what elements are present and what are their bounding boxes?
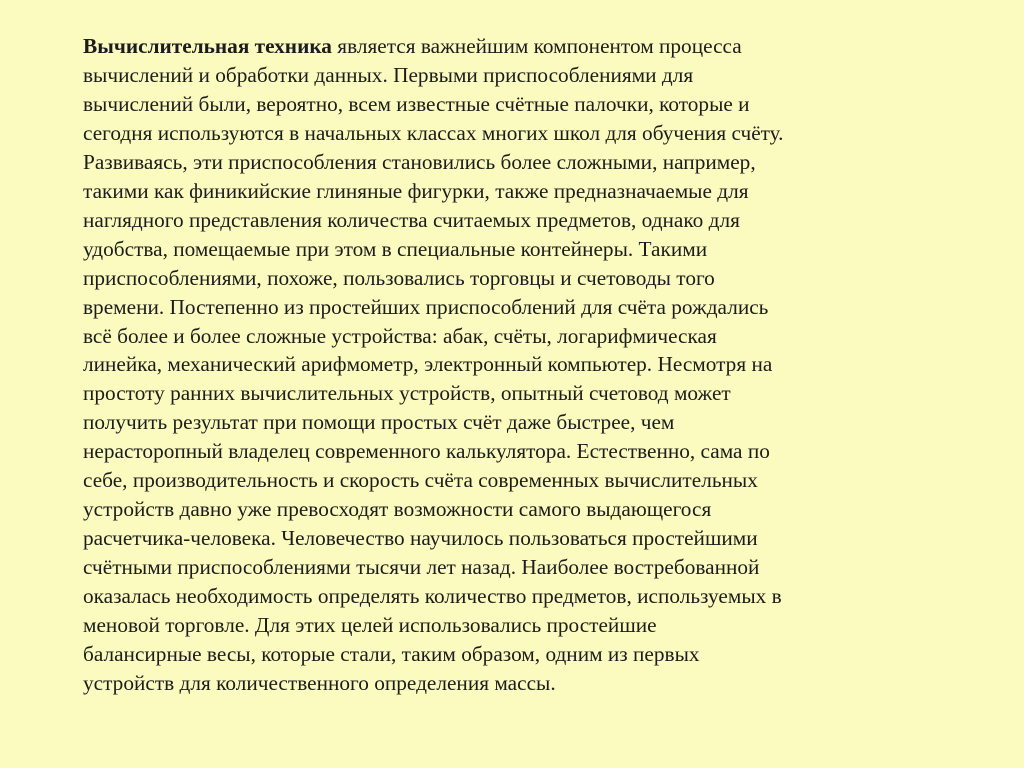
- text-line: счётными приспособлениями тысячи лет назад. Наиболее востребованной: [83, 555, 760, 580]
- text-line: устройств давно уже превосходят возможности самого выдающегося: [83, 497, 712, 522]
- text-line: наглядного представления количества считаемых предметов, однако для: [83, 207, 740, 232]
- text-line: себе, производительность и скорость счёта современных вычислительных: [83, 468, 758, 493]
- text-line: меновой торговле. Для этих целей использовались простейшие: [83, 613, 657, 638]
- text-line: оказалась необходимость определять количество предметов, используемых в: [83, 584, 782, 609]
- text-line: получить результат при помощи простых счёт даже быстрее, чем: [83, 410, 675, 435]
- body-paragraph: [83, 32, 983, 698]
- bold-term: Вычислительная техника: [83, 34, 332, 58]
- text-line: линейка, механический арифмометр, электронный компьютер. Несмотря на: [83, 352, 773, 377]
- text-line: устройств для количественного определения массы.: [83, 670, 556, 695]
- text-line: [83, 32, 983, 61]
- text-line: приспособлениями, похоже, пользовались торговцы и счетоводы того: [83, 265, 715, 290]
- text-line: простоту ранних вычислительных устройств, опытный счетовод может: [83, 381, 731, 406]
- text-line: удобства, помещаемые при этом в специальные контейнеры. Такими: [83, 236, 708, 261]
- text-line: сегодня используются в начальных классах многих школ для обучения счёту.: [83, 120, 784, 145]
- text-line: всё более и более сложные устройства: абак, счёты, логарифмическая: [83, 323, 717, 348]
- text-line: расчетчика-человека. Человечество научилось пользоваться простейшими: [83, 526, 758, 551]
- text-line: балансирные весы, которые стали, таким образом, одним из первых: [83, 642, 700, 667]
- text-line: вычислений и обработки данных. Первыми приспособлениями для: [83, 62, 694, 87]
- text-line: такими как финикийские глиняные фигурки, также предназначаемые для: [83, 178, 749, 203]
- text-line: вычислений были, вероятно, всем известные счётные палочки, которые и: [83, 91, 750, 116]
- text-line: нерасторопный владелец современного калькулятора. Естественно, сама по: [83, 439, 770, 464]
- text-line: времени. Постепенно из простейших приспособлений для счёта рождались: [83, 294, 769, 319]
- text-line: Развиваясь, эти приспособления становились более сложными, например,: [83, 149, 756, 174]
- text-line-1-rest: является важнейшим компонентом процесса: [331, 34, 742, 58]
